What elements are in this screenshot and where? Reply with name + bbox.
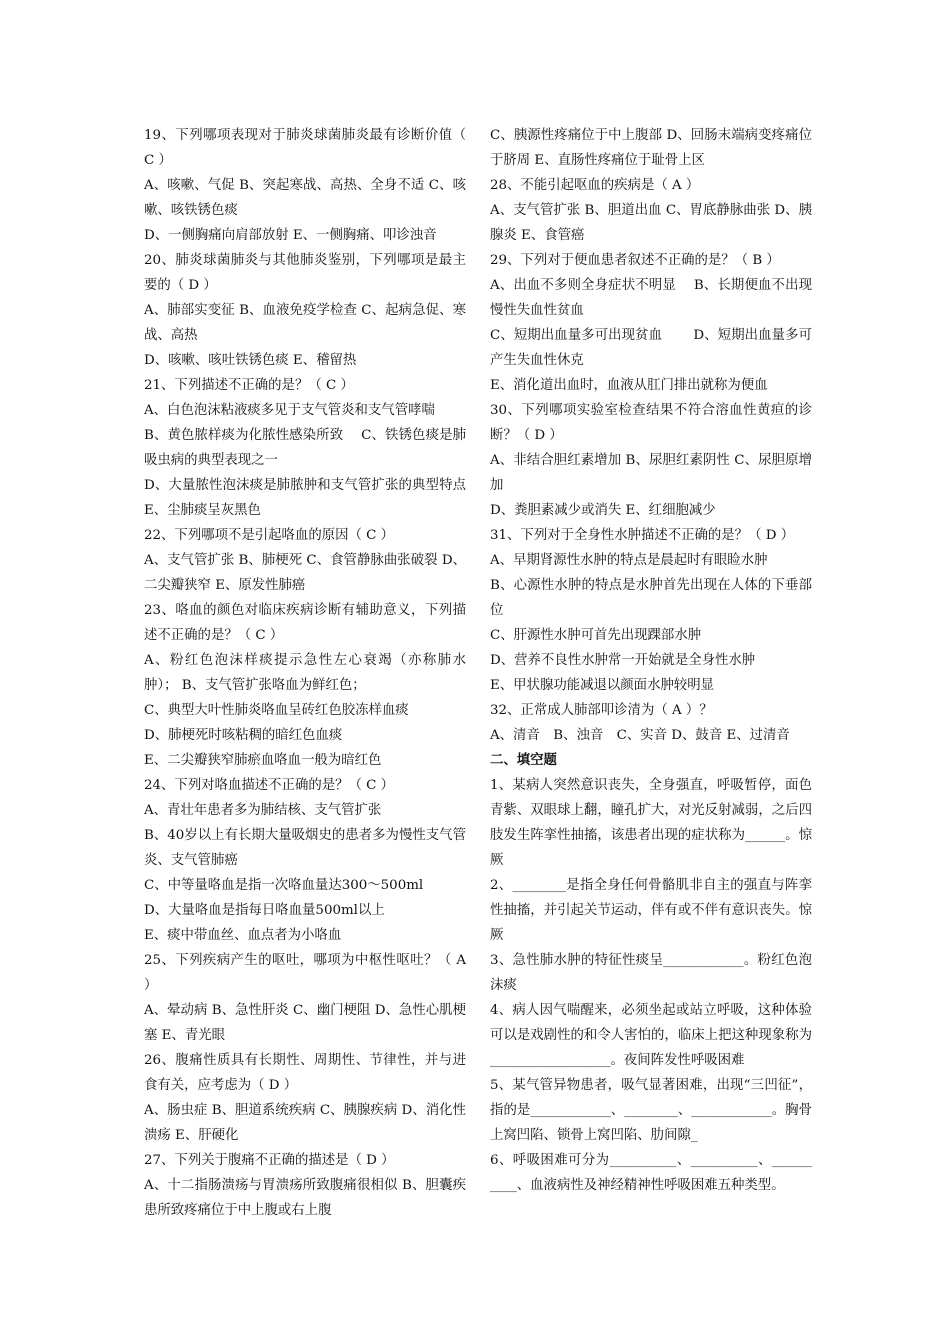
right-paragraph: 6、呼吸困难可分为__________、__________、__________、血液病性及神经精神性呼吸困难五种类型。 (490, 1153, 812, 1193)
right-paragraph: B、心源性水肿的特点是水肿首先出现在人体的下垂部位 (490, 578, 812, 618)
left-paragraph: A、咳嗽、气促 B、突起寒战、高热、全身不适 C、咳嗽、咳铁锈色痰 (144, 178, 466, 218)
left-paragraph: D、大量脓性泡沫痰是肺脓肿和支气管扩张的典型特点 E、尘肺痰呈灰黑色 (144, 478, 484, 518)
left-paragraph: D、肺梗死时咳粘稠的暗红色血痰 (144, 728, 343, 743)
left-paragraph: 27、下列关于腹痛不正确的描述是（ D ） (144, 1153, 395, 1168)
right-paragraph: 29、下列对于便血患者叙述不正确的是？（ B ） (490, 253, 780, 268)
left-paragraph: A、支气管扩张 B、肺梗死 C、食管静脉曲张破裂 D、二尖瓣狭窄 E、原发性肺癌 (144, 553, 466, 593)
left-paragraph: 26、腹痛性质具有长期性、周期性、节律性，并与进食有关，应考虑为（ D ） (144, 1053, 466, 1093)
right-paragraph: A、出血不多则全身症状不明显 B、长期便血不出现慢性失血性贫血 (490, 278, 812, 318)
left-paragraph: 24、下列对咯血描述不正确的是？（ C ） (144, 778, 395, 793)
left-paragraph: 25、下列疾病产生的呕吐，哪项为中枢性呕吐？（ A ） (144, 953, 466, 993)
right-paragraph: C、肝源性水肿可首先出现踝部水肿 (490, 628, 702, 643)
right-paragraph: A、清音 B、浊音 C、实音 D、鼓音 E、过清音 (490, 728, 790, 743)
right-paragraph: 3、急性肺水肿的特征性痰呈____________。粉红色泡沫痰 (490, 953, 812, 993)
left-paragraph: A、十二指肠溃疡与胃溃疡所致腹痛很相似 B、胆囊疾患所致疼痛位于中上腹或右上腹 (144, 1178, 466, 1218)
right-paragraph: D、营养不良性水肿常一开始就是全身性水肿 (490, 653, 756, 668)
right-paragraph: 28、不能引起呕血的疾病是（ A ） (490, 178, 700, 193)
right-paragraph: 31、下列对于全身性水肿描述不正确的是？（ D ） (490, 528, 795, 543)
left-paragraph: D、一侧胸痛向肩部放射 E、一侧胸痛、叩诊浊音 (144, 228, 437, 243)
right-paragraph: 4、病人因气喘醒来，必须坐起或站立呼吸，这种体验可以是戏剧性的和令人害怕的，临床上把这种现象称为__________________。夜间阵发性呼吸困难 (490, 1003, 812, 1068)
right-paragraph: D、粪胆素减少或消失 E、红细胞减少 (490, 503, 716, 518)
left-paragraph: D、咳嗽、咳吐铁锈色痰 E、稽留热 (144, 353, 357, 368)
right-paragraph: E、消化道出血时，血液从肛门排出就称为便血 (490, 378, 768, 393)
right-paragraph: 2、________是指全身任何骨骼肌非自主的强直与阵挛性抽搐，并引起关节运动，伴有或不伴有意识丧失。惊厥 (490, 878, 812, 943)
right-paragraph: 30、下列哪项实验室检查结果不符合溶血性黄疸的诊断？（ D ） (490, 403, 812, 443)
left-paragraph: 22、下列哪项不是引起咯血的原因（ C ） (144, 528, 395, 543)
right-paragraph: 5、某气管异物患者，吸气显著困难，出现“三凹征”，指的是____________、________、____________。胸骨上窝凹陷、锁骨上窝凹陷、肋间隙_ (490, 1078, 812, 1143)
left-paragraph: A、白色泡沫粘液痰多见于支气管炎和支气管哮喘 (144, 403, 435, 418)
left-paragraph: A、肺部实变征 B、血液免疫学检查 C、起病急促、寒战、高热 (144, 303, 466, 343)
right-paragraph: C、短期出血量多可出现贫血 D、短期出血量多可产生失血性休克 (490, 328, 812, 368)
left-paragraph: A、粉红色泡沫样痰提示急性左心衰竭（亦称肺水肿）； B、支气管扩张咯血为鲜红色； (144, 653, 466, 693)
section-heading: 二、填空题 (490, 752, 557, 768)
left-paragraph: B、40岁以上有长期大量吸烟史的患者多为慢性支气管炎、支气管肺癌 (144, 828, 466, 868)
right-paragraph: 1、某病人突然意识丧失，全身强直，呼吸暂停，面色青紫、双眼球上翻，瞳孔扩大，对光反射减弱，之后四肢发生阵挛性抽搐，该患者出现的症状称为______。惊厥 (490, 778, 812, 868)
left-paragraph: 23、咯血的颜色对临床疾病诊断有辅助意义，下列描述不正确的是？（ C ） (144, 603, 466, 643)
left-paragraph: C、典型大叶性肺炎咯血呈砖红色胶冻样血痰 (144, 703, 409, 718)
left-paragraph: B、黄色脓样痰为化脓性感染所致 C、铁锈色痰是肺吸虫病的典型表现之一 (144, 428, 466, 468)
left-paragraph: 20、肺炎球菌肺炎与其他肺炎鉴别，下列哪项是最主要的（ D ） (144, 253, 466, 293)
left-paragraph: 21、下列描述不正确的是？（ C ） (144, 378, 354, 393)
left-paragraph: 19、下列哪项表现对于肺炎球菌肺炎最有诊断价值（ C ） (144, 128, 466, 168)
left-paragraph: E、二尖瓣狭窄肺瘀血咯血一般为暗红色 (144, 753, 382, 768)
right-paragraph: A、早期肾源性水肿的特点是晨起时有眼睑水肿 (490, 553, 768, 568)
left-paragraph: A、肠虫症 B、胆道系统疾病 C、胰腺疾病 D、消化性溃疡 E、肝硬化 (144, 1103, 466, 1143)
left-column (144, 123, 484, 1223)
right-paragraph: A、非结合胆红素增加 B、尿胆红素阴性 C、尿胆原增加 (490, 453, 812, 493)
left-paragraph: A、青壮年患者多为肺结核、支气管扩张 (144, 803, 382, 818)
left-paragraph: D、大量咯血是指每日咯血量500ml以上 (144, 903, 385, 918)
left-paragraph: A、晕动病 B、急性肝炎 C、幽门梗阻 D、急性心肌梗塞 E、青光眼 (144, 1003, 466, 1043)
right-paragraph: E、甲状腺功能减退以颜面水肿较明显 (490, 678, 715, 693)
right-paragraph: A、支气管扩张 B、胆道出血 C、胃底静脉曲张 D、胰腺炎 E、食管癌 (490, 203, 812, 243)
right-paragraph: 32、正常成人肺部叩诊清为（ A ）？ (490, 703, 713, 718)
right-column (490, 123, 812, 1198)
right-paragraph: C、胰源性疼痛位于中上腹部 D、回肠末端病变疼痛位于脐周 E、直肠性疼痛位于耻骨上区 (490, 128, 812, 168)
left-paragraph: E、痰中带血丝、血点者为小咯血 (144, 928, 342, 943)
left-paragraph: C、中等量咯血是指一次咯血量达300～500ml (144, 878, 424, 893)
